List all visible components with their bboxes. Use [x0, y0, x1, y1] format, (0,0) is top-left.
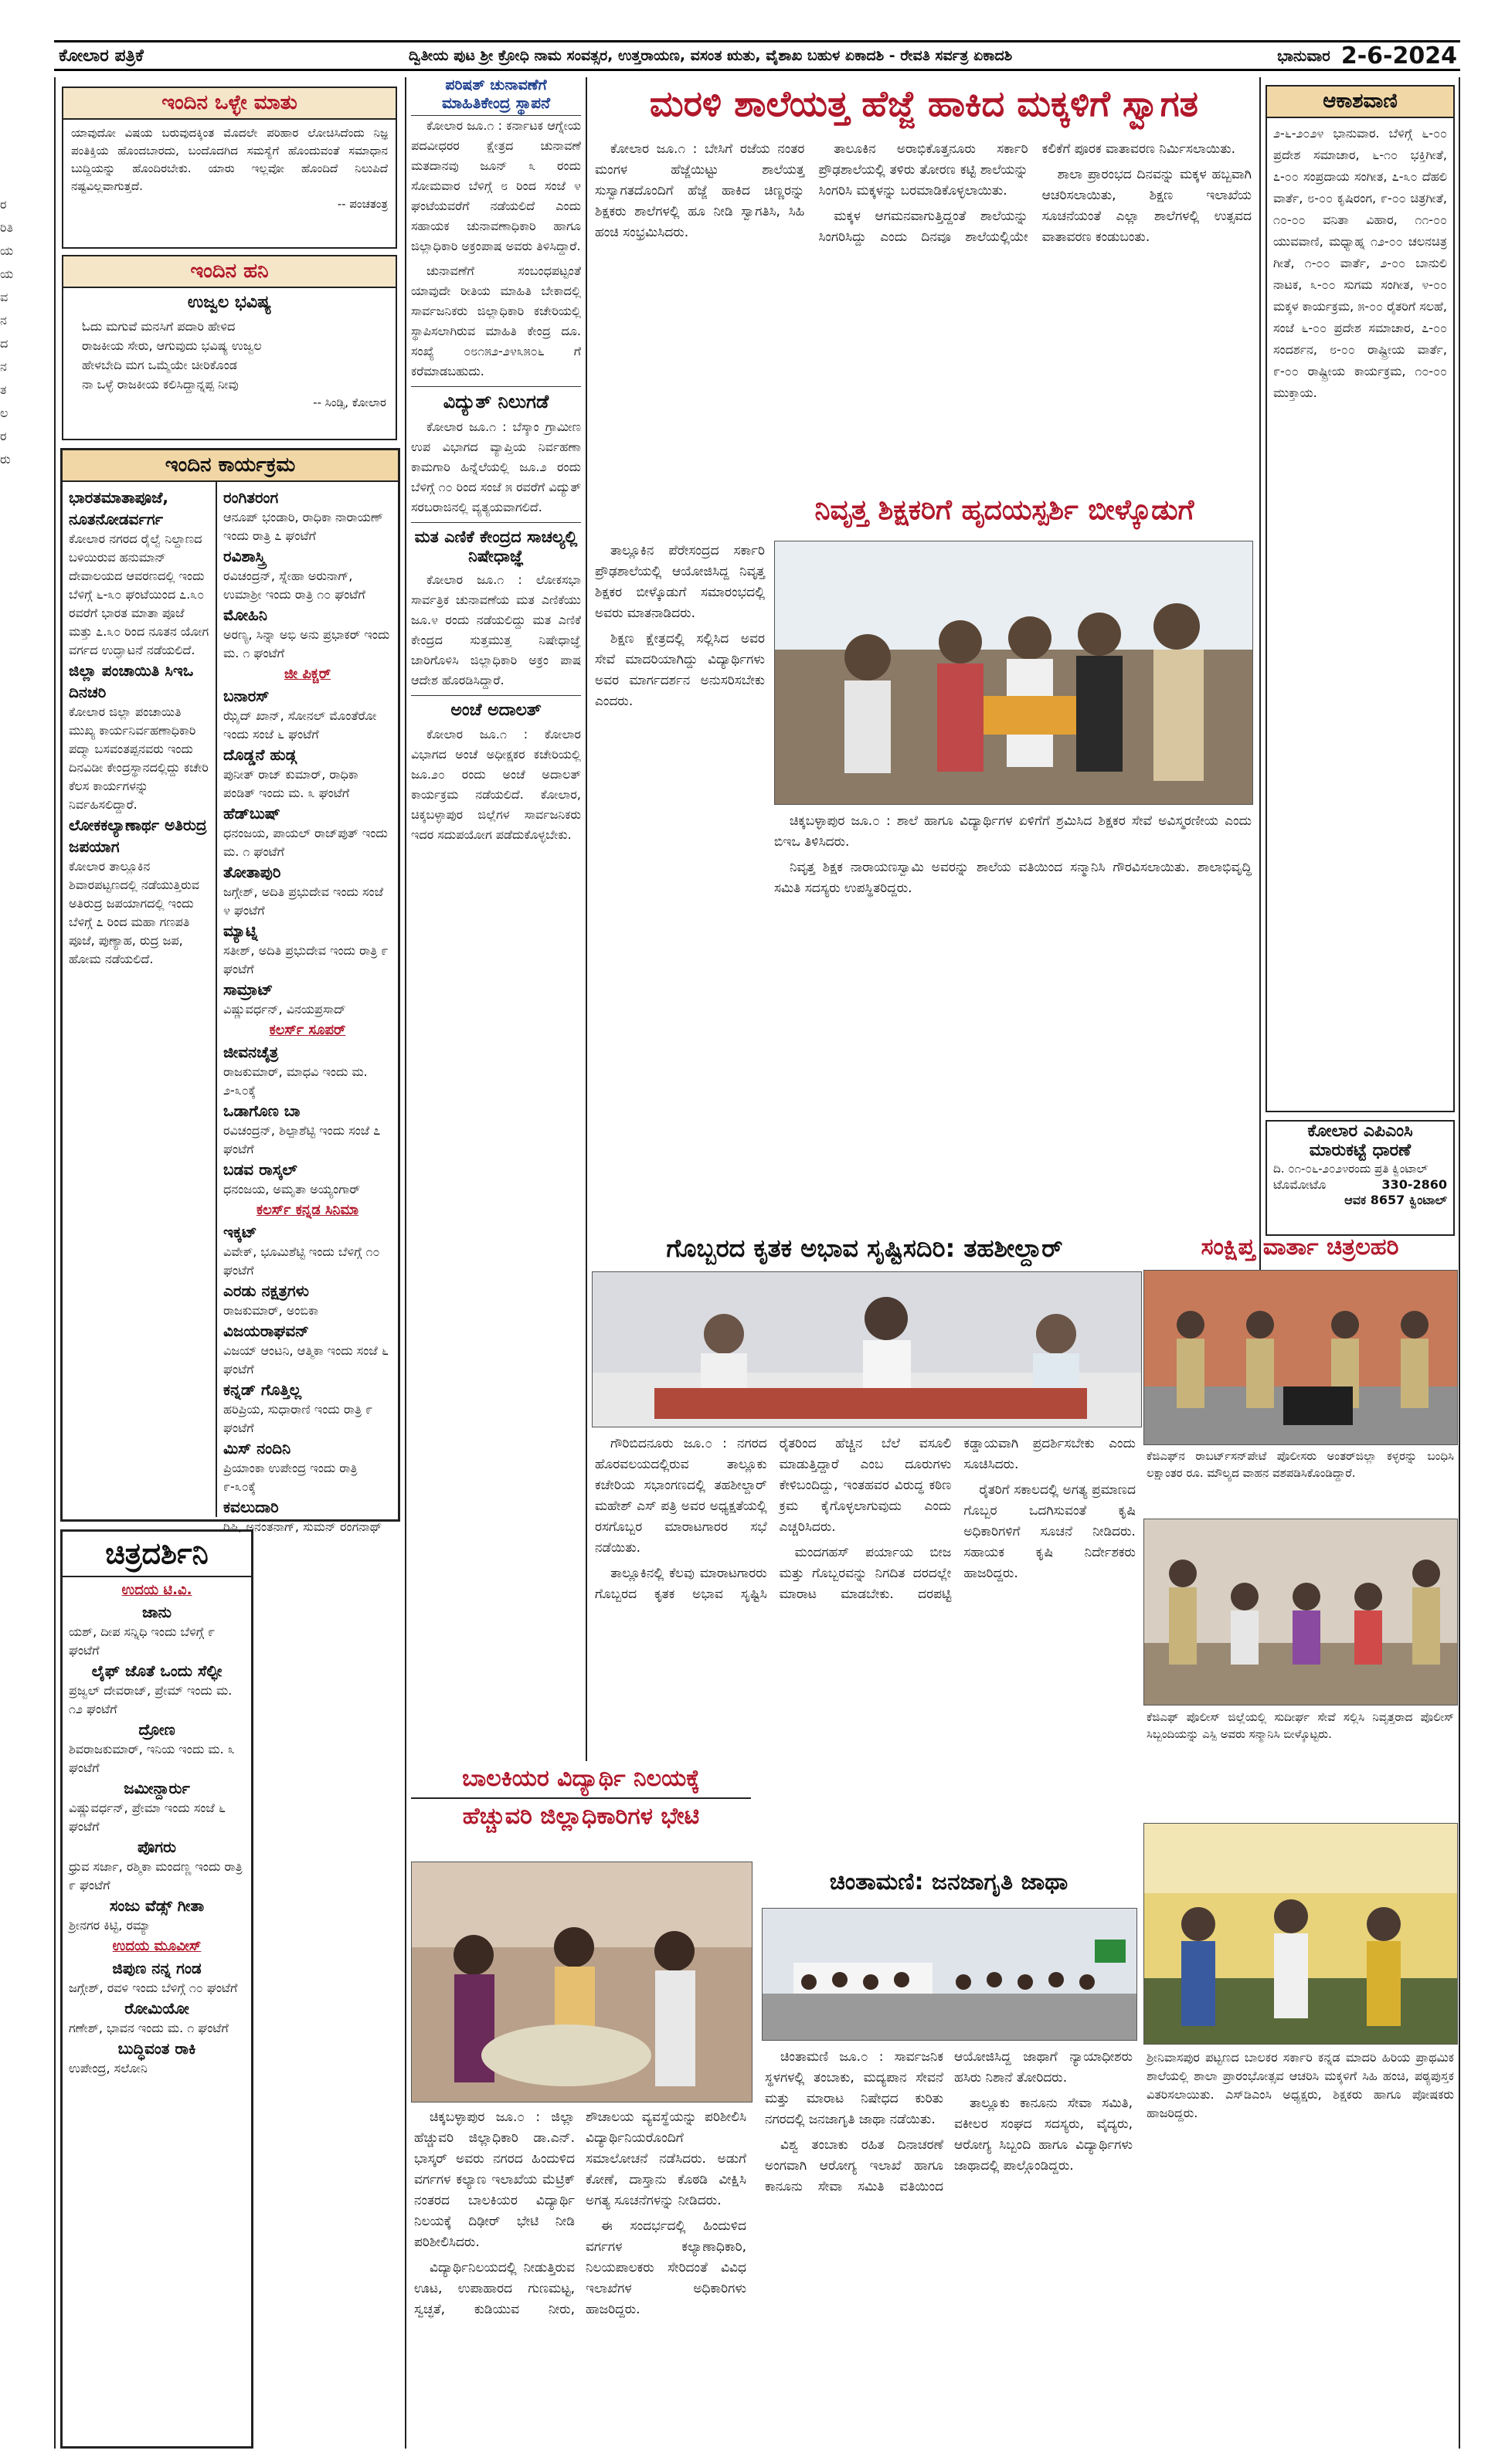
sankshipta-photo-3: [1143, 1823, 1458, 2045]
col2-h2: ವಿದ್ಯುತ್ ನಿಲುಗಡೆ: [411, 386, 581, 418]
balakiyara-headline1: ಬಾಲಕಿಯರ ವಿದ್ಯಾರ್ಥಿ ನಿಲಯಕ್ಕೆ: [462, 1765, 700, 1792]
retired-p2: ಶಿಕ್ಷಣ ಕ್ಷೇತ್ರದಲ್ಲಿ ಸಲ್ಲಿಸಿದ ಅವರ ಸೇವೆ ಮಾದರಿಯಾಗಿದ್ದು ವಿದ್ಯಾರ್ಥಿಗಳು ಅವರ ಮಾರ್ಗದರ್ಶನ ಅನುಸರಿಸಬೇಕು ಎಂದರು.: [595, 631, 765, 709]
program-item-title: ತೋತಾಪುರಿ: [223, 863, 281, 881]
program-item-text: ಸತೀಶ್, ಅದಿತಿ ಪ್ರಭುದೇವ ಇಂದು ರಾತ್ರಿ ೯ ಘಂಟೆಗೆ: [223, 943, 389, 976]
good-words-title: ಇಂದಿನ ಒಳ್ಳೇ ಮಾತು: [63, 88, 396, 120]
chintamani-headline: ಚಿಂತಾಮಣಿ: ಜನಜಾಗೃತಿ ಜಾಥಾ: [829, 1868, 1068, 1896]
chitradarshini-list: [63, 1598, 251, 2081]
movie-info: ಯಶ್, ದೀಪ ಸನ್ನಿಧಿ ಇಂದು ಬೆಳಿಗ್ಗೆ ೯ ಘಂಟೆಗೆ: [69, 1624, 216, 1658]
movie-title: ಬುದ್ಧಿವಂತ ರಾಕಿ: [117, 2039, 196, 2058]
program-item-text: ರಿಷಿ, ಅನಂತನಾಗ್, ಸುಮನ್ ರಂಗನಾಥ್: [223, 1519, 382, 1534]
gobbur-photo: [592, 1271, 1142, 1427]
program-item: [223, 1100, 392, 1159]
program-item-title: ಬಡವ ರಾಸ್ಕಲ್: [223, 1160, 297, 1179]
gobbur-p3: ಮಂದಗಹಸ್ ಪರ್ಯಾಯ ಬೀಜ ಮತ್ತು ಗೊಬ್ಬರವನ್ನು ನಿಗದಿತ ದರದಲ್ಲೇ ಮಾರಾಟ ಮಾಡಬೇಕು. ದರಪಟ್ಟಿ ಕಡ್ಡಾಯವಾಗಿ ಪ್ರದರ್ಶಿಸಬೇಕು ಎಂದು ಸೂಚಿಸಿದರು.: [779, 1436, 1136, 1602]
movie-title: ಪೊಗರು: [137, 1838, 177, 1856]
movie-info: ಉಪೇಂದ್ರ, ಸಲೋನಿ: [69, 2061, 148, 2075]
program-item-text: ಹರಿಪ್ರಿಯ, ಸುಧಾರಾಣಿ ಇಂದು ರಾತ್ರಿ ೯ ಘಂಟೆಗೆ: [223, 1402, 373, 1435]
program-item-title: ಎರಡು ನಕ್ಷತ್ರಗಳು: [223, 1281, 309, 1300]
col2-h4: ಅಂಚೆ ಅದಾಲತ್: [411, 695, 581, 725]
program-item: [223, 861, 392, 920]
program-item-title: ಜಿಲ್ಲಾ ಪಂಚಾಯಿತಿ ಸಿಇಒ ದಿನಚರಿ: [69, 661, 194, 701]
balakiyara-body: [414, 2107, 746, 2447]
program-item: [223, 545, 392, 604]
movie-info: ಶ್ರೀನಗರ ಕಿಟ್ಟಿ, ರಮ್ಯಾ: [69, 1918, 151, 1933]
program-item-text: ವಿವೇಕ್, ಭೂಮಿಶೆಟ್ಟಿ ಇಂದು ಬೆಳಿಗ್ಗೆ ೧೦ ಘಂಟೆಗೆ: [223, 1244, 380, 1278]
movie-title: ಜಮೀನ್ದಾರ್ರು: [124, 1779, 190, 1797]
col2-p2: ಚುನಾವಣೆಗೆ ಸಂಬಂಧಪಟ್ಟಂತೆ ಯಾವುದೇ ರೀತಿಯ ಮಾಹಿತಿ ಬೇಕಾದಲ್ಲಿ ಸಾರ್ವಜನಿಕರು ಜಿಲ್ಲಾಧಿಕಾರಿ ಕಚೇರಿಯಲ್ಲಿ ಸ್ಥಾಪಿಸಲಾಗಿರುವ ಮಾಹಿತಿ ಕೇಂದ್ರ ದೂ. ಸಂಖ್ಯೆ ೦೮೧೫೨-೨೪೩೫೦೬ ಗೆ ಕರೆಮಾಡಬಹುದು.: [411, 263, 581, 378]
balakiyara-p3: ಈ ಸಂದರ್ಭದಲ್ಲಿ ಹಿಂದುಳಿದ ವರ್ಗಗಳ ಕಲ್ಯಾಣಾಧಿಕಾರಿ, ನಿಲಯಪಾಲಕರು ಸೇರಿದಂತೆ ವಿವಿಧ ಇಲಾಖೆಗಳ ಅಧಿಕಾರಿಗಳು ಹಾಜರಿದ್ದರು.: [586, 2218, 746, 2317]
program-item-title: ದೊಡ್ಡನೆ ಹುಡ್ಗ: [223, 745, 297, 764]
today-drop-title: ಇಂದಿನ ಹನಿ: [63, 256, 396, 288]
movie-info: ಜಗ್ಗೇಶ್, ರವಳಿ ಇಂದು ಬೆಳಿಗ್ಗೆ ೧೦ ಘಂಟೆಗೆ: [69, 1980, 238, 1995]
chintamani-p2: ವಿಶ್ವ ತಂಬಾಕು ರಹಿತ ದಿನಾಚರಣೆ ಅಂಗವಾಗಿ ಆರೋಗ್ಯ ಇಲಾಖೆ ಹಾಗೂ ಕಾನೂನು ಸೇವಾ ಸಮಿತಿ ವತಿಯಿಂದ ಆಯೋಜಿಸಿದ್ದ ಜಾಥಾಗೆ ನ್ಯಾಯಾಧೀಶರು ಹಸಿರು ನಿಶಾನೆ ತೋರಿದರು.: [765, 2049, 1133, 2194]
movie-title: ಸಂಜು ವೆಡ್ಸ್ ಗೀತಾ: [109, 1896, 205, 1915]
masthead-info: ದ್ವಿತೀಯ ಪುಟ ಶ್ರೀ ಕ್ರೋಧಿ ನಾಮ ಸಂವತ್ಸರ, ಉತ್ತರಾಯಣ, ವಸಂತ ಋತು, ವೈಶಾಖ ಬಹುಳ ಏಕಾದಶಿ - ರೇವತಿ ಸರ್ವತ್ರ ಏಕಾದಶಿ: [408, 47, 1013, 64]
market-title: ಕೋಲಾರ ಎಪಿಎಂಸಿ: [1307, 1122, 1413, 1141]
retired-p3: ನಿವೃತ್ತ ಶಿಕ್ಷಕ ನಾರಾಯಣಸ್ವಾಮಿ ಅವರನ್ನು ಶಾಲೆಯ ವತಿಯಿಂದ ಸನ್ಮಾನಿಸಿ ಗೌರವಿಸಲಾಯಿತು. ಶಾಲಾಭಿವೃದ್ಧಿ ಸಮಿತಿ ಸದಸ್ಯರು ಉಪಸ್ಥಿತರಿದ್ದರು.: [774, 860, 1252, 896]
poem-line: ನಾ ಒಳ್ಳೆ ರಾಜಕೀಯ ಕಲಿಸಿದ್ದಾನ್ನಪ್ಪ ನೀವು: [82, 377, 239, 392]
balakiyara-headline-box: [411, 1766, 751, 1830]
chintamani-p3: ತಾಲ್ಲೂಕು ಕಾನೂನು ಸೇವಾ ಸಮಿತಿ, ವಕೀಲರ ಸಂಘದ ಸದಸ್ಯರು, ವೈದ್ಯರು, ಆರೋಗ್ಯ ಸಿಬ್ಬಂದಿ ಹಾಗೂ ವಿದ್ಯಾರ್ಥಿಗಳು ಜಾಥಾದಲ್ಲಿ ಪಾಲ್ಗೊಂಡಿದ್ದರು.: [954, 2096, 1133, 2174]
masthead-band: [54, 40, 1460, 71]
lead-p4: ಶಾಲಾ ಪ್ರಾರಂಭದ ದಿನವನ್ನು ಮಕ್ಕಳ ಹಬ್ಬವಾಗಿ ಆಚರಿಸಲಾಯಿತು, ಶಿಕ್ಷಣ ಇಲಾಖೆಯ ಸೂಚನೆಯಂತೆ ಎಲ್ಲಾ ಶಾಲೆಗಳಲ್ಲಿ ಉತ್ಸವದ ವಾತಾವರಣ ಕಂಡುಬಂತು.: [1041, 167, 1252, 245]
program-item: [69, 487, 209, 660]
channel-label: ಕಲರ್ಸ್ ಸೂಪರ್: [269, 1022, 346, 1038]
program-item: [223, 1159, 392, 1199]
col2-p1: ಕೋಲಾರ ಜೂ.೧ : ಕರ್ನಾಟಕ ಆಗ್ನೇಯ ಪದವೀಧರರ ಕ್ಷೇತ್ರದ ಚುನಾವಣೆ ಮತದಾನವು ಜೂನ್ ೩ ರಂದು ಸೋಮವಾರ ಬೆಳಿಗ್ಗೆ ೮ ರಿಂದ ಸಂಜೆ ೪ ಘಂಟೆಯವರೆಗೆ ನಡೆಯಲಿದೆ ಎಂದು ಸಹಾಯಕ ಚುನಾವಣಾಧಿಕಾರಿ ಹಾಗೂ ಜಿಲ್ಲಾಧಿಕಾರಿ ಅಕ್ರಂಪಾಷ ಅವರು ತಿಳಿಸಿದ್ದಾರೆ.: [411, 117, 581, 253]
chintamani-body: [765, 2047, 1133, 2449]
program-item-title: ಮೋಹಿನಿ: [223, 606, 268, 624]
good-words-box: [62, 87, 397, 249]
program-item: [223, 1379, 392, 1437]
movie-info: ವಿಷ್ಣುವರ್ಧನ್, ಪ್ರೇಮಾ ಇಂದು ಸಂಜೆ ೬ ಘಂಟೆಗೆ: [69, 1800, 226, 1834]
col2-p3: ಕೋಲಾರ ಜೂ.೧ : ಬೆಸ್ಕಾಂ ಗ್ರಾಮೀಣ ಉಪ ವಿಭಾಗದ ವ್ಯಾಪ್ತಿಯ ನಿರ್ವಹಣಾ ಕಾಮಗಾರಿ ಹಿನ್ನೆಲೆಯಲ್ಲಿ ಜೂ.೨ ರಂದು ಬೆಳಿಗ್ಗೆ ೧೦ ರಿಂದ ಸಂಜೆ ೫ ರವರೆಗೆ ವಿದ್ಯುತ್ ಸರಬರಾಜಿನಲ್ಲಿ ವ್ಯತ್ಯಯವಾಗಲಿದೆ.: [411, 419, 581, 515]
channel-label: ಉದಯ ಮೂವೀಸ್: [112, 1938, 202, 1954]
col2-p5: ಕೋಲಾರ ಜೂ.೧ : ಕೋಲಾರ ವಿಭಾಗದ ಅಂಚೆ ಅಧೀಕ್ಷಕರ ಕಚೇರಿಯಲ್ಲಿ ಜೂ.೨೦ ರಂದು ಅಂಚೆ ಅದಾಲತ್ ಕಾರ್ಯಕ್ರಮ ನಡೆಯಲಿದೆ. ಕೋಲಾರ, ಚಿಕ್ಕಬಳ್ಳಾಪುರ ಜಿಲ್ಲೆಗಳ ಸಾರ್ವಜನಿಕರು ಇದರ ಸದುಪಯೋಗ ಪಡೆದುಕೊಳ್ಳಬೇಕು.: [411, 727, 581, 843]
market-subtitle: ಮಾರುಕಟ್ಟೆ ಧಾರಣೆ: [1309, 1141, 1412, 1160]
akashvani-box: [1265, 85, 1455, 1112]
program-item: [223, 1221, 392, 1280]
program-item: [223, 487, 392, 545]
program-item-title: ಕನ್ನಡ್ ಗೊತ್ತಿಲ್ಲ: [223, 1380, 302, 1399]
program-item: [223, 1041, 392, 1100]
program-item: [223, 604, 392, 663]
program-item-title: ಮ್ಯಾಟ್ನಿ: [223, 921, 258, 940]
sankshipta-cap2: ಕೆಜಿಎಫ್ ಪೊಲೀಸ್ ಜಿಲ್ಲೆಯಲ್ಲಿ ಸುದೀರ್ಘ ಸೇವೆ ಸಲ್ಲಿಸಿ ನಿವೃತ್ತರಾದ ಪೊಲೀಸ್ ಸಿಬ್ಬಂದಿಯನ್ನು ಎಸ್ಪಿ ಅವರು ಸನ್ಮಾನಿಸಿ ಬೀಳ್ಕೊಟ್ಟರು.: [1147, 1710, 1454, 1741]
program-item-title: ಹೆಡ್‌ಬುಷ್: [223, 804, 280, 823]
program-item-title: ಒಡಾಗೊಣ ಬಾ: [223, 1101, 301, 1120]
program-item: [223, 1437, 392, 1496]
movie-info: ಶಿವರಾಜಕುಮಾರ್, ಇನಿಯ ಇಂದು ಮ. ೩ ಘಂಟೆಗೆ: [69, 1742, 235, 1775]
balakiyara-p1: ಚಿಕ್ಕಬಳ್ಳಾಪುರ ಜೂ.೦ : ಜಿಲ್ಲಾ ಹೆಚ್ಚುವರಿ ಜಿಲ್ಲಾಧಿಕಾರಿ ಡಾ.ಎನ್. ಭಾಸ್ಕರ್ ಅವರು ನಗರದ ಹಿಂದುಳಿದ ವರ್ಗಗಳ ಕಲ್ಯಾಣ ಇಲಾಖೆಯ ಮೆಟ್ರಿಕ್ ನಂತರದ ಬಾಲಕಿಯರ ವಿದ್ಯಾರ್ಥಿ ನಿಲಯಕ್ಕೆ ದಿಢೀರ್ ಭೇಟಿ ನೀಡಿ ಪರಿಶೀಲಿಸಿದರು.: [414, 2109, 575, 2250]
col2-kicker: ಪರಿಷತ್ ಚುನಾವಣೆಗೆ: [445, 76, 547, 93]
program-item: [69, 660, 209, 814]
sankshipta-cap1: ಕೆಜಿಎಫ್‌ನ ರಾಬರ್ಟ್‌ಸನ್‌ಪೇಟೆ ಪೊಲೀಸರು ಅಂತರ್‌ಜಿಲ್ಲಾ ಕಳ್ಳರನ್ನು ಬಂಧಿಸಿ ಲಕ್ಷಾಂತರ ರೂ. ಮೌಲ್ಯದ ವಾಹನ ವಶಪಡಿಸಿಕೊಂಡಿದ್ದಾರೆ.: [1147, 1449, 1454, 1480]
program-item-title: ರಂಗಿತರಂಗ: [223, 488, 279, 507]
retired-headline: ನಿವೃತ್ತ ಶಿಕ್ಷಕರಿಗೆ ಹೃದಯಸ್ಪರ್ಶಿ ಬೀಳ್ಕೊಡುಗೆ: [814, 494, 1194, 526]
today-drop-poem: [63, 317, 396, 394]
chintamani-photo: [762, 1908, 1137, 2041]
market-arrival: ಆವಕ 8657 ಕ್ವಿಂಟಾಲ್: [1344, 1193, 1447, 1207]
sankshipta-photo-2: [1143, 1519, 1458, 1705]
sankshipta-photo-1: [1143, 1270, 1458, 1445]
program-box: [60, 448, 400, 1534]
market-box: [1265, 1120, 1455, 1236]
masthead-day: ಭಾನುವಾರ: [1277, 46, 1330, 65]
program-item-text: ಪುನೀತ್ ರಾಜ್ ಕುಮಾರ್, ರಾಧಿಕಾ ಪಂಡಿತ್ ಇಂದು ಮ. ೩ ಘಂಟೆಗೆ: [223, 767, 358, 800]
paper-name: ಕೋಲಾರ ಪತ್ರಿಕೆ: [59, 46, 144, 66]
good-words-text: ಯಾವುದೋ ವಿಷಯ ಬರುವುದಕ್ಕಿಂತ ಮೊದಲೇ ಪರಿಹಾರ ಲೋಚಿಸಿದೆಂದು ನಿಜ್ಞ ಪಂತಿಕ್ತಿಯ ಹೊಂದಬಾರದು, ಬಂದೊದಗಿದ ಸಮಸ್ಯೆಗೆ ಹೊಂದುವಂತೆ ಸಮಾಧಾನ ಬುದ್ದಿಯನ್ನು ಹೊಂದಿರಬೇಕು. ಯಾರು ಇಲ್ಲವೋ ಹೊಂದಿದೆ ನಿಲುಪಿದೆ ನಷ್ಟವಿಲ್ಲವಾಗುತ್ತದೆ.: [71, 126, 388, 193]
chitradarshini-channel: ಉದಯ ಟಿ.ವಿ.: [121, 1582, 192, 1598]
program-item: [69, 814, 209, 969]
program-item-title: ಇಕ್ಕಟ್: [223, 1223, 257, 1241]
gobbur-p1: ಗೌರಿಬಿದನೂರು ಜೂ.೦ : ನಗರದ ಹೊರವಲಯದಲ್ಲಿರುವ ತಾಲ್ಲೂಕು ಕಚೇರಿಯ ಸಭಾಂಗಣದಲ್ಲಿ ತಹಶೀಲ್ದಾರ್ ಮಹೇಶ್ ಎಸ್ ಪತ್ರಿ ಅವರ ಅಧ್ಯಕ್ಷತೆಯಲ್ಲಿ ರಸಗೊಬ್ಬರ ಮಾರಾಟಗಾರರ ಸಭೆ ನಡೆಯಿತು.: [595, 1436, 767, 1556]
program-item-text: ಕೋಲಾರ ಜಿಲ್ಲಾ ಪಂಚಾಯಿತಿ ಮುಖ್ಯ ಕಾರ್ಯನಿರ್ವಹಣಾಧಿಕಾರಿ ಪದ್ಮಾ ಬಸವಂತಪ್ಪನವರು ಇಂದು ದಿನವಿಡೀ ಕೇಂದ್ರಸ್ಥಾನದಲ್ಲಿದ್ದು ಕಚೇರಿ ಕೆಲಸ ಕಾರ್ಯಗಳನ್ನು ನಿರ್ವಹಿಸಲಿದ್ದಾರೆ.: [69, 704, 209, 812]
lead-p1: ಕೋಲಾರ ಜೂ.೧ : ಬೇಸಿಗೆ ರಜೆಯ ನಂತರ ಮಂಗಳ ಹೆಜ್ಜೆಯಿಟ್ಟು ಶಾಲೆಯತ್ತ ಸುಸ್ವಾಗತದೊಂದಿಗೆ ಹೆಜ್ಜೆ ಹಾಕಿದ ಚಿಣ್ಣರನ್ನು ಶಿಕ್ಷಕರು ಶಾಲೆಗಳಲ್ಲಿ ಹೂ ನೀಡಿ ಸ್ವಾಗತಿಸಿ, ಸಿಹಿ ಹಂಚಿ ಸಂಭ್ರಮಿಸಿದರು.: [595, 141, 805, 240]
movie-title: ಲೈಫ್ ಜೊತೆ ಒಂದು ಸೆಲ್ಫೀ: [91, 1661, 223, 1680]
program-item-title: ಲೋಕಕಲ್ಯಾಣಾರ್ಥ ಅತಿರುದ್ರ ಜಪಯಾಗ: [69, 816, 207, 856]
poem-line: ಓದು ಮಗುವೆ ಮನಸಿಗೆ ಪದಾರಿ ಹೇಳಿದ: [82, 319, 236, 334]
chitradarshini-title: ಚಿತ್ರದರ್ಶಿನಿ: [63, 1532, 251, 1577]
chitradarshini-box: [60, 1529, 253, 2449]
lead-p2: ತಾಲೂಕಿನ ಅರಾಭಿಕೊತ್ತನೂರು ಸರ್ಕಾರಿ ಪ್ರೌಢಶಾಲೆಯಲ್ಲಿ ತಳಿರು ತೋರಣ ಕಟ್ಟಿ ಶಾಲೆಯನ್ನು ಸಿಂಗರಿಸಿ ಮಕ್ಕಳನ್ನು ಬರಮಾಡಿಕೊಳ್ಳಲಾಯಿತು.: [818, 141, 1028, 199]
poem-line: ರಾಜಕೀಯ ಸೇರು, ಆಗುವುದು ಭವಿಷ್ಯ ಉಜ್ವಲ: [82, 338, 262, 353]
retired-photo: [774, 541, 1253, 805]
akashvani-text: ೨-೬-೨೦೨೪ ಭಾನುವಾರ. ಬೆಳಿಗ್ಗೆ ೬-೦೦ ಪ್ರದೇಶ ಸಮಾಚಾರ, ೬-೧೦ ಭಕ್ತಿಗೀತೆ, ೭-೦೦ ಸಂಪ್ರದಾಯ ಸಂಗೀತ, ೭-೩೦ ದೆಹಲಿ ವಾರ್ತೆ, ೮-೦೦ ಕೃಷಿರಂಗ, ೯-೦೦ ಚಿತ್ರಗೀತೆ, ೧೦-೦೦ ವನಿತಾ ವಿಹಾರ, ೧೧-೦೦ ಯುವವಾಣಿ, ಮಧ್ಯಾಹ್ನ ೧೨-೦೦ ಚಲನಚಿತ್ರ ಗೀತೆ, ೧-೦೦ ವಾರ್ತೆ, ೨-೦೦ ಬಾನುಲಿ ನಾಟಕ, ೩-೦೦ ಸುಗಮ ಸಂಗೀತ, ೪-೦೦ ಮಕ್ಕಳ ಕಾರ್ಯಕ್ರಮ, ೫-೦೦ ರೈತರಿಗೆ ಸಲಹೆ, ಸಂಜೆ ೬-೦೦ ಪ್ರದೇಶ ಸಮಾಚಾರ, ೭-೦೦ ಸಂದರ್ಶನ, ೮-೦೦ ರಾಷ್ಟ್ರೀಯ ವಾರ್ತೆ, ೯-೦೦ ರಾಷ್ಟ್ರೀಯ ಕಾರ್ಯಕ್ರಮ, ೧೦-೦೦ ಮುಕ್ತಾಯ.: [1273, 126, 1447, 400]
sankshipta-cap3: ಶ್ರೀನಿವಾಸಪುರ ಪಟ್ಟಣದ ಬಾಲಕರ ಸರ್ಕಾರಿ ಕನ್ನಡ ಮಾದರಿ ಹಿರಿಯ ಪ್ರಾಥಮಿಕ ಶಾಲೆಯಲ್ಲಿ ಶಾಲಾ ಪ್ರಾರಂಭೋತ್ಸವ ಆಚರಿಸಿ ಮಕ್ಕಳಿಗೆ ಸಿಹಿ ಹಂಚಿ, ಪಠ್ಯಪುಸ್ತಕ ವಿತರಿಸಲಾಯಿತು. ಎಸ್‌ಡಿಎಂಸಿ ಅಧ್ಯಕ್ಷರು, ಶಿಕ್ಷಕರು ಹಾಗೂ ಪೋಷಕರು ಹಾಜರಿದ್ದರು.: [1147, 2050, 1454, 2120]
movie-title: ಜಿಪುಣ ನನ್ನ ಗಂಡ: [112, 1959, 202, 1977]
margin-fragment: ರ ರಿತಿ ಯ ಯ ವ ನ ದ ನ ತ ಲ ರ ರು: [0, 197, 14, 467]
market-price: 330-2860: [1381, 1177, 1447, 1192]
program-item-title: ಬನಾರಸ್: [223, 687, 270, 705]
program-item-title: ವಿಜಯರಾಘವನ್: [223, 1322, 309, 1340]
program-right-column: [217, 482, 398, 1534]
program-item: [223, 920, 392, 979]
program-item-text: ಝೈದ್ ಖಾನ್, ಸೋನಲ್ ಮೊಂತೆರೋ ಇಂದು ಸಂಜೆ ೬ ಘಂಟೆಗೆ: [223, 708, 377, 742]
channel-label: ಜೀ ಪಿಕ್ಚರ್: [284, 666, 331, 682]
today-drop-box: [62, 255, 397, 440]
balakiyara-p2: ವಿದ್ಯಾರ್ಥಿನಿಲಯದಲ್ಲಿ ನೀಡುತ್ತಿರುವ ಊಟ, ಉಪಾಹಾರದ ಗುಣಮಟ್ಟ, ಸ್ವಚ್ಛತೆ, ಕುಡಿಯುವ ನೀರು, ಶೌಚಾಲಯ ವ್ಯವಸ್ಥೆಯನ್ನು ಪರಿಶೀಲಿಸಿ ವಿದ್ಯಾರ್ಥಿನಿಯರೊಂದಿಗೆ ಸಮಾಲೋಚನೆ ನಡೆಸಿದರು. ಅಡುಗೆ ಕೋಣೆ, ದಾಸ್ತಾನು ಕೊಠಡಿ ವೀಕ್ಷಿಸಿ ಅಗತ್ಯ ಸೂಚನೆಗಳನ್ನು ನೀಡಿದರು.: [414, 2109, 746, 2317]
lead-headline: ಮರಳಿ ಶಾಲೆಯತ್ತ ಹೆಜ್ಜೆ ಹಾಕಿದ ಮಕ್ಕಳಿಗೆ ಸ್ವಾಗತ: [649, 83, 1199, 124]
program-item-title: ಜೀವನಚೈತ್ರ: [223, 1043, 279, 1061]
movie-info: ಗಣೇಶ್, ಭಾವನ ಇಂದು ಮ. ೧ ಘಂಟೆಗೆ: [69, 2021, 229, 2035]
program-item-text: ಅರಣ್ಯ, ಸಿನ್ನಾ ಅಭಿ ಅನು ಪ್ರಭಾಕರ್ ಇಂದು ಮ. ೧ ಘಂಟೆಗೆ: [223, 627, 390, 660]
program-item-text: ಕೋಲಾರ ನಗರದ ರೈಲ್ವೆ ನಿಲ್ದಾಣದ ಬಳಿಯಿರುವ ಹನುಮಾನ್ ದೇವಾಲಯದ ಆವರಣದಲ್ಲಿ ಇಂದು ಬೆಳಿಗ್ಗೆ ೬-೩೦ ಘಂಟೆಯಿಂದ ೭.೩೦ ರವರೆಗೆ ಭಾರತ ಮಾತಾ ಪೂಜೆ ಮತ್ತು ೭.೩೦ ರಿಂದ ನೂತನ ಯೋಗ ವರ್ಗದ ಉದ್ಘಾಟನೆ ನಡೆಯಲಿದೆ.: [69, 531, 209, 657]
masthead-date: 2-6-2024: [1340, 42, 1457, 70]
program-left-column: [63, 482, 217, 1517]
program-item: [223, 1320, 392, 1379]
retired-p1: ತಾಲ್ಲೂಕಿನ ಪೆರೇಸಂದ್ರದ ಸರ್ಕಾರಿ ಪ್ರೌಢಶಾಲೆಯಲ್ಲಿ ಆಯೋಜಿಸಿದ್ದ ನಿವೃತ್ತ ಶಿಕ್ಷಕರ ಬೀಳ್ಕೊಡುಗೆ ಸಮಾರಂಭದಲ್ಲಿ ಅವರು ಮಾತನಾಡಿದರು.: [595, 543, 765, 621]
program-item: [223, 1280, 392, 1320]
program-item-text: ವಿಜಯ್ ಆಂಟನಿ, ಆತ್ಮಿಕಾ ಇಂದು ಸಂಜೆ ೬ ಘಂಟೆಗೆ: [223, 1343, 389, 1376]
col2-h3: ಮತ ಎಣಿಕೆ ಕೇಂದ್ರದ ಸಾಚಲ್ಯಲ್ಲಿ ನಿಷೇಧಾಜ್ಞೆ: [411, 522, 581, 569]
movie-title: ದ್ರೋಣ: [138, 1720, 175, 1739]
program-title: ಇಂದಿನ ಕಾರ್ಯಕ್ರಮ: [63, 450, 398, 482]
program-item-text: ಪ್ರಿಯಾಂಕಾ ಉಪೇಂದ್ರ ಇಂದು ರಾತ್ರಿ ೯-೩೦ಕ್ಕೆ: [223, 1461, 358, 1494]
program-item-title: ಸಾಮ್ರಾಟ್: [223, 980, 273, 999]
program-item-text: ರಾಜಕುಮಾರ್, ಮಾಧವಿ ಇಂದು ಮ. ೨-೩೦ಕ್ಕೆ: [223, 1064, 368, 1098]
lead-p3: ಮಕ್ಕಳ ಆಗಮನವಾಗುತ್ತಿದ್ದಂತೆ ಶಾಲೆಯನ್ನು ಸಿಂಗರಿಸಿದ್ದು ಎಂದು ದಿನವೂ ಶಾಲೆಯಲ್ಲಿಯೇ ಕಲಿಕೆಗೆ ಪೂರಕ ವಾತಾವರಣ ನಿರ್ಮಿಸಲಾಯಿತು.: [818, 141, 1236, 245]
program-item: [223, 803, 392, 861]
gobbur-headline: ಗೊಬ್ಬರದ ಕೃತಕ ಅಭಾವ ಸೃಷ್ಟಿಸದಿರಿ: ತಹಶೀಲ್ದಾರ್: [666, 1234, 1063, 1263]
movie-info: ಧ್ರುವ ಸರ್ಜಾ, ರಶ್ಮಿಕಾ ಮಂದಣ್ಣ ಇಂದು ರಾತ್ರಿ ೯ ಘಂಟೆಗೆ: [69, 1859, 243, 1892]
movie-title: ರೋಮಿಯೋ: [124, 1999, 189, 2018]
program-item: [223, 685, 392, 744]
program-item-title: ರವಿಶಾಸ್ತ್ರಿ: [223, 547, 266, 565]
channel-label: ಕಲರ್ಸ್ ಕನ್ನಡ ಸಿನಿಮಾ: [256, 1202, 359, 1218]
program-item-text: ವಿಷ್ಣುವರ್ಧನ್, ವಿನಯಪ್ರಸಾದ್: [223, 1002, 346, 1016]
good-words-credit: -- ಪಂಚತಂತ್ರ: [337, 197, 388, 211]
program-item-text: ಕೋಲಾರ ತಾಲ್ಲೂಕಿನ ಶಿವಾರಪಟ್ಟಣದಲ್ಲಿ ನಡೆಯುತ್ತಿರುವ ಅತಿರುದ್ರ ಜಪಯಾಗದಲ್ಲಿ ಇಂದು ಬೆಳಿಗ್ಗೆ ೭ ರಿಂದ ಮಹಾ ಗಣಪತಿ ಪೂಜೆ, ಪುಣ್ಯಾಹ, ರುದ್ರ ಜಪ, ಹೋಮ ನಡೆಯಲಿದೆ.: [69, 859, 199, 966]
program-item-text: ಆನೂಪ್ ಭಂಡಾರಿ, ರಾಧಿಕಾ ನಾರಾಯಣ್ ಇಂದು ರಾತ್ರಿ ೭ ಘಂಟೆಗೆ: [223, 510, 384, 543]
balakiyara-headline2: ಹೆಚ್ಚುವರಿ ಜಿಲ್ಲಾಧಿಕಾರಿಗಳ ಭೇಟಿ: [411, 1797, 751, 1831]
program-item-title: ಮಿಸ್ ನಂದಿನಿ: [223, 1439, 291, 1458]
today-drop-credit: -- ಸಿಂಡ್ಸಿ, ಕೋಲಾರ: [313, 395, 386, 409]
program-item-text: ರವಿಚಂದ್ರನ್, ಸ್ನೇಹಾ ಅರುನಾಗ್, ಉಮಾಶ್ರೀ ಇಂದು ರಾತ್ರಿ ೧೦ ಘಂಟೆಗೆ: [223, 568, 365, 602]
col2-p4: ಕೋಲಾರ ಜೂ.೧ : ಲೋಕಸಭಾ ಸಾರ್ವತ್ರಿಕ ಚುನಾವಣೆಯ ಮತ ಎಣಿಕೆಯು ಜೂ.೪ ರಂದು ನಡೆಯಲಿದ್ದು ಮತ ಎಣಿಕೆ ಕೇಂದ್ರದ ಸುತ್ತಮುತ್ತ ನಿಷೇಧಾಜ್ಞೆ ಜಾರಿಗೊಳಿಸಿ ಜಿಲ್ಲಾಧಿಕಾರಿ ಅಕ್ರಂ ಪಾಷ ಆದೇಶ ಹೊರಡಿಸಿದ್ದಾರೆ.: [411, 572, 581, 687]
movie-info: ಪ್ರಜ್ವಲ್ ದೇವರಾಜ್, ಪ್ರೇಮ್ ಇಂದು ಮ. ೧೨ ಘಂಟೆಗೆ: [69, 1683, 233, 1716]
col2-stories: [411, 77, 581, 1761]
gobbur-p4: ರೈತರಿಗೆ ಸಕಾಲದಲ್ಲಿ ಅಗತ್ಯ ಪ್ರಮಾಣದ ಗೊಬ್ಬರ ಒದಗಿಸುವಂತೆ ಕೃಷಿ ಅಧಿಕಾರಿಗಳಿಗೆ ಸೂಚನೆ ನೀಡಿದರು. ಸಹಾಯಕ ಕೃಷಿ ನಿರ್ದೇಶಕರು ಹಾಜರಿದ್ದರು.: [963, 1482, 1136, 1581]
program-item-text: ರವಿಚಂದ್ರನ್, ಶಿಲ್ಪಾಶೆಟ್ಟಿ ಇಂದು ಸಂಜೆ ೭ ಘಂಟೆಗೆ: [223, 1123, 381, 1156]
market-item: ಟೊಮೋಟೊ: [1273, 1177, 1327, 1192]
program-item-title: ಕವಲುದಾರಿ: [223, 1498, 279, 1516]
retired-left-text: [595, 541, 765, 1313]
lead-body: [595, 139, 1252, 533]
program-item: [223, 744, 392, 803]
chintamani-p1: ಚಿಂತಾಮಣಿ ಜೂ.೦ : ಸಾರ್ವಜನಿಕ ಸ್ಥಳಗಳಲ್ಲಿ ತಂಬಾಕು, ಮದ್ಯಪಾನ ಸೇವನೆ ಮತ್ತು ಮಾರಾಟ ನಿಷೇಧದ ಕುರಿತು ನಗರದಲ್ಲಿ ಜನಜಾಗೃತಿ ಜಾಥಾ ನಡೆಯಿತು.: [765, 2049, 943, 2127]
akashvani-title: ಆಕಾಶವಾಣಿ: [1267, 87, 1453, 118]
today-drop-subtitle: ಉಜ್ವಲ ಭವಿಷ್ಯ: [187, 293, 272, 312]
program-item-text: ಧನಂಜಯ, ಅಮೃತಾ ಅಯ್ಯಂಗಾರ್: [223, 1182, 361, 1196]
col2-kicker2: ಮಾಹಿತಿಕೇಂದ್ರ ಸ್ಥಾಪನೆ: [411, 94, 581, 116]
sankshipta-headline: ಸಂಕ್ಷಿಪ್ತ ವಾರ್ತಾ ಚಿತ್ರಲಹರಿ: [1201, 1234, 1399, 1261]
market-note: ದಿ. ೦೧-೦೬-೨೦೨೪ರಂದು ಪ್ರತಿ ಕ್ವಿಂಟಾಲ್: [1273, 1162, 1429, 1176]
poem-line: ಹೇಳಬೇದಿ ಮಗ ಒಮ್ಮೆಯೇ ಚೀರಿಕೊಂಡ: [82, 358, 237, 372]
program-item: [223, 979, 392, 1019]
program-item-title: ಭಾರತಮಾತಾಪೂಜೆ, ನೂತನೋಡರ್ವರ್ಗ: [69, 488, 169, 528]
balakiyara-photo: [411, 1862, 752, 2103]
retired-caption: ಚಿಕ್ಕಬಳ್ಳಾಪುರ ಜೂ.೦ : ಶಾಲೆ ಹಾಗೂ ವಿದ್ಯಾರ್ಥಿಗಳ ಏಳಿಗೆಗೆ ಶ್ರಮಿಸಿದ ಶಿಕ್ಷಕರ ಸೇವೆ ಅವಿಸ್ಮರಣೀಯ ಎಂದು ಬಿಇಒ ತಿಳಿಸಿದರು.: [774, 813, 1252, 850]
program-item-text: ಧನಂಜಯ, ಪಾಯಲ್ ರಾಜ್‌ಪುತ್ ಇಂದು ಮ. ೧ ಘಂಟೆಗೆ: [223, 826, 388, 859]
program-item-text: ರಾಜಕುಮಾರ್, ಅಂಬಿಕಾ: [223, 1303, 319, 1318]
program-item-text: ಜಗ್ಗೇಶ್, ಅದಿತಿ ಪ್ರಭುದೇವ ಇಂದು ಸಂಜೆ ೪ ಘಂಟೆಗೆ: [223, 884, 384, 918]
movie-title: ಜಾನು: [142, 1603, 172, 1621]
gobbur-p2: ತಾಲ್ಲೂಕಿನಲ್ಲಿ ಕೆಲವು ಮಾರಾಟಗಾರರು ಗೊಬ್ಬರದ ಕೃತಕ ಅಭಾವ ಸೃಷ್ಟಿಸಿ ರೈತರಿಂದ ಹೆಚ್ಚಿನ ಬೆಲೆ ವಸೂಲಿ ಮಾಡುತ್ತಿದ್ದಾರೆ ಎಂಬ ದೂರುಗಳು ಕೇಳಿಬಂದಿದ್ದು, ಇಂತಹವರ ವಿರುದ್ಧ ಕಠಿಣ ಕ್ರಮ ಕೈಗೊಳ್ಳಲಾಗುವುದು ಎಂದು ಎಚ್ಚರಿಸಿದರು.: [595, 1436, 952, 1602]
